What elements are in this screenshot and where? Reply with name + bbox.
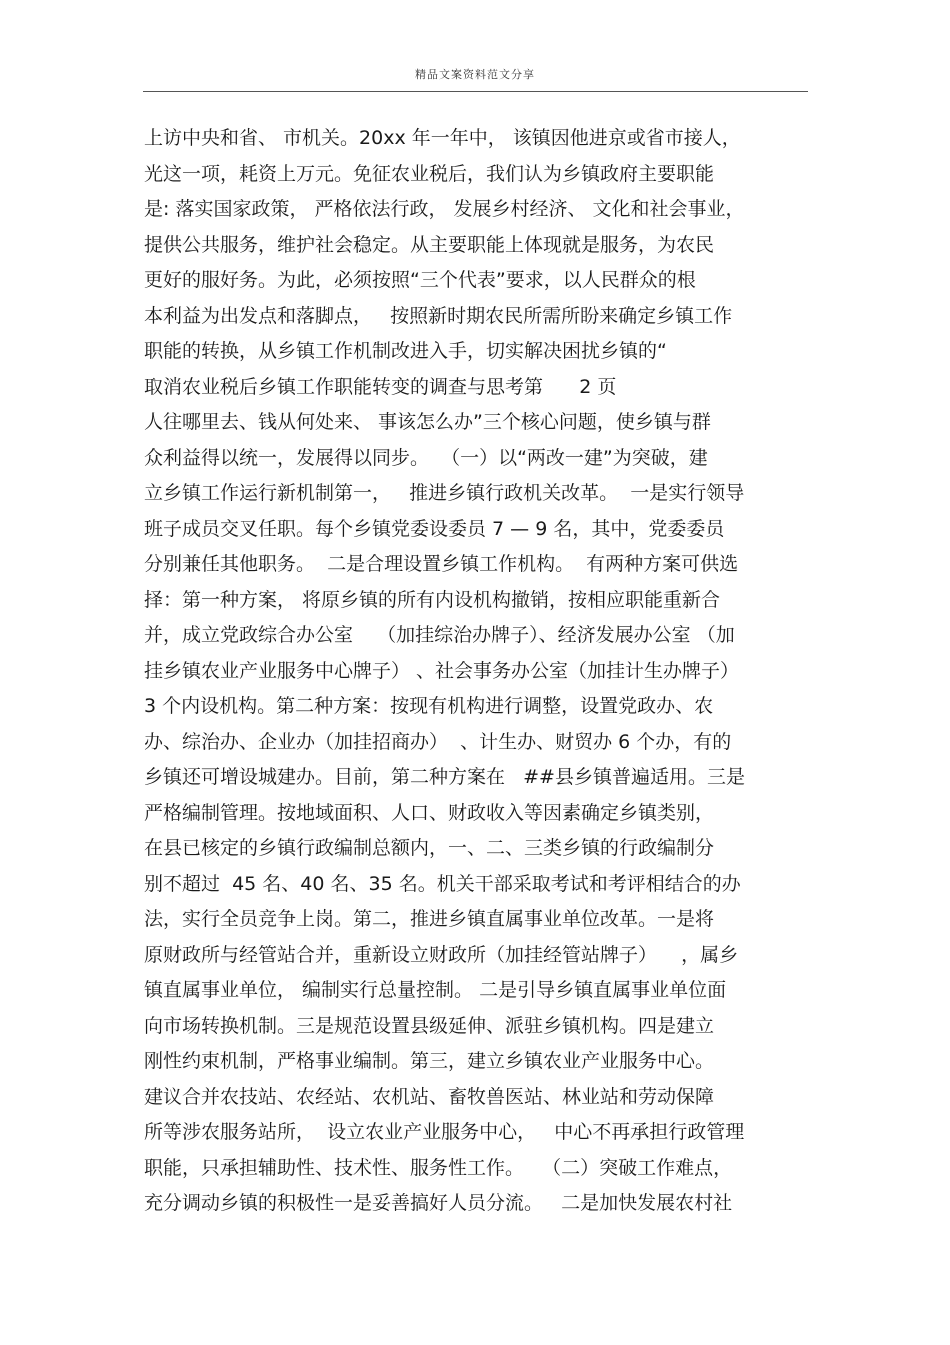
text-line: 向市场转换机制。三是规范设置县级延伸、派驻乡镇机构。四是建立 <box>144 1014 715 1037</box>
text-line: 刚性约束机制，严格事业编制。第三，建立乡镇农业产业服务中心。 <box>144 1050 715 1072</box>
text-line: 办、综治办、企业办（加挂招商办） 、计生办、财贸办 6 个办，有的 <box>144 730 732 753</box>
text-line: 本利益为出发点和落脚点， 按照新时期农民所需所盼来确定乡镇工作 <box>144 304 733 327</box>
header-divider <box>143 91 808 92</box>
text-line: 别不超过 45 名、40 名、35 名。机关干部采取考试和考评相结合的办 <box>144 872 741 895</box>
text-line: 挂乡镇农业产业服务中心牌子） 、社会事务办公室（加挂计生办牌子） <box>144 659 740 682</box>
text-line: 建议合并农技站、农经站、农机站、畜牧兽医站、林业站和劳动保障 <box>144 1085 715 1108</box>
text-line: 分别兼任其他职务。 二是合理设置乡镇工作机构。 有两种方案可供选 <box>144 553 739 575</box>
text-line: 镇直属事业单位， 编制实行总量控制。 二是引导乡镇直属事业单位面 <box>144 979 727 1001</box>
text-line: 更好的服好务。为此，必须按照“三个代表”要求，以人民群众的根 <box>144 269 696 291</box>
text-line: 提供公共服务，维护社会稳定。从主要职能上体现就是服务，为农民 <box>144 233 715 256</box>
text-line: 充分调动乡镇的积极性一是妥善搞好人员分流。 二是加快发展农村社 <box>144 1192 733 1214</box>
text-line: 法，实行全员竞争上岗。第二，推进乡镇直属事业单位改革。一是将 <box>144 908 715 930</box>
text-line: 择：第一种方案， 将原乡镇的所有内设机构撤销，按相应职能重新合 <box>144 588 721 611</box>
text-line: 并，成立党政综合办公室 （加挂综治办牌子）、经济发展办公室 （加 <box>144 624 735 646</box>
text-line: 众利益得以统一，发展得以同步。 （一）以“两改一建”为突破，建 <box>144 446 708 469</box>
page-header-title: 精品文案资料范文分享 <box>415 68 535 81</box>
text-line: 原财政所与经管站合并，重新设立财政所（加挂经管站牌子） ，属乡 <box>144 943 739 966</box>
text-line: 职能，只承担辅助性、技术性、服务性工作。 （二）突破工作难点， <box>144 1156 733 1179</box>
text-line: 立乡镇工作运行新机制第一， 推进乡镇行政机关改革。 一是实行领导 <box>144 482 745 504</box>
text-line: 所等涉农服务站所， 设立农业产业服务中心， 中心不再承担行政管理 <box>144 1121 745 1143</box>
text-line: 人往哪里去、钱从何处来、 事该怎么办”三个核心问题，使乡镇与群 <box>144 411 711 433</box>
text-line: 上访中央和省、 市机关。20xx 年一年中， 该镇因他进京或省市接人， <box>144 127 741 149</box>
text-line: 班子成员交叉任职。每个乡镇党委设委员 7 — 9 名，其中，党委委员 <box>144 517 725 540</box>
page-footer-title: 取消农业税后乡镇工作职能转变的调查与思考第 2 页 <box>144 375 617 398</box>
text-line: 光这一项，耗资上万元。免征农业税后，我们认为乡镇政府主要职能 <box>144 162 715 185</box>
text-line: 职能的转换，从乡镇工作机制改进入手，切实解决困扰乡镇的“ <box>144 340 667 362</box>
text-line: 在县已核定的乡镇行政编制总额内，一、二、三类乡镇的行政编制分 <box>144 837 715 859</box>
text-line: 是: 落实国家政策， 严格依法行政， 发展乡村经济、 文化和社会事业， <box>144 198 745 220</box>
text-line: 乡镇还可增设城建办。目前，第二种方案在 ##县乡镇普遍适用。三是 <box>144 766 745 788</box>
text-line: 3 个内设机构。第二种方案：按现有机构进行调整，设置党政办、农 <box>144 695 714 717</box>
document-body <box>144 121 814 1222</box>
text-line: 严格编制管理。按地域面积、人口、财政收入等因素确定乡镇类别， <box>144 801 715 824</box>
